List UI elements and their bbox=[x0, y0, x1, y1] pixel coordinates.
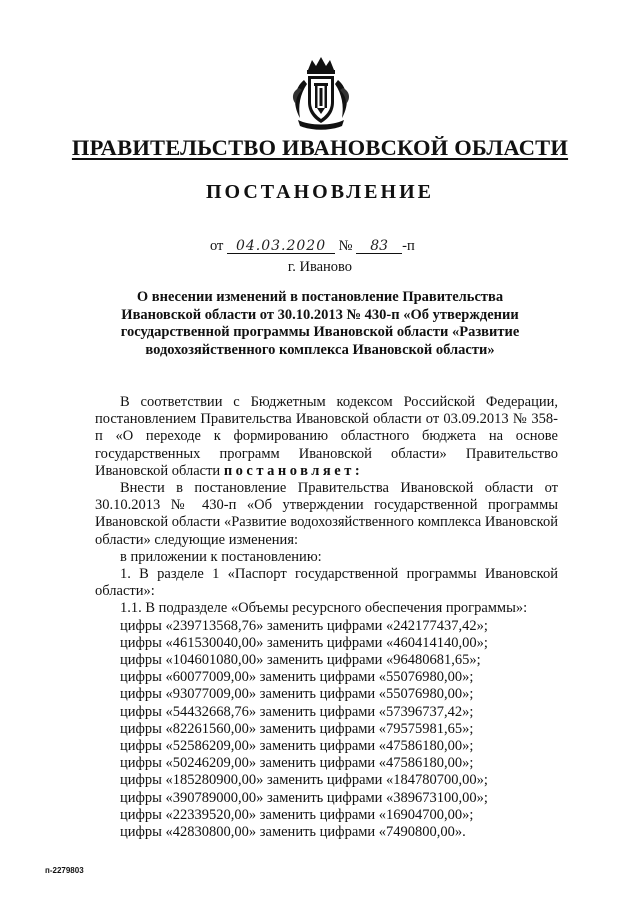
section-1-paragraph: 1. В разделе 1 «Паспорт государственной программы Ивановской области»: bbox=[95, 566, 558, 600]
replacement-line: цифры «52586209,00» заменить цифрами «47586180,00»; bbox=[120, 738, 474, 755]
subject-line: Ивановской области от 30.10.2013 № 430-п «Об утверждении bbox=[121, 306, 519, 323]
replacement-line: цифры «185280900,00» заменить цифрами «184780700,00»; bbox=[120, 772, 488, 789]
replacement-line: цифры «93077009,00» заменить цифрами «55076980,00»; bbox=[120, 686, 474, 703]
document-subject bbox=[90, 289, 550, 359]
replacement-line: цифры «239713568,76» заменить цифрами «242177437,42»; bbox=[120, 617, 488, 634]
city-name: г. Иваново bbox=[287, 259, 353, 275]
date-prefix: от bbox=[210, 238, 224, 254]
subject-line: водохозяйственного комплекса Ивановской области» bbox=[145, 341, 495, 358]
intro-paragraph: Внести в постановление Правительства Ивановской области от 30.10.2013 № 430-п «Об утверждении государственной программы Ивановской области «Развитие водохозяйственного комплекса Ивановской области» следующие изменения: bbox=[95, 480, 558, 548]
government-title bbox=[0, 135, 640, 161]
date-number-line bbox=[210, 238, 415, 255]
document-body bbox=[95, 394, 558, 841]
preamble-text: В соответствии с Бюджетным кодексом Российской Федерации, постановлением Правительства Ивановской области от 03.09.2013 № 358-п «О переходе к формированию областного бюджета на основе государственных программ Ивановской области» Правительство Ивановской области bbox=[95, 394, 558, 479]
ivanovo-coat-of-arms-icon bbox=[290, 54, 352, 132]
handwritten-number: 83 bbox=[356, 239, 402, 254]
subject-line: О внесении изменений в постановление Правительства bbox=[136, 289, 504, 305]
number-sign: № bbox=[338, 238, 353, 254]
replacement-line: цифры «104601080,00» заменить цифрами «96480681,65»; bbox=[120, 652, 481, 669]
document-code: п-2279803 bbox=[45, 866, 84, 875]
replacement-line: цифры «42830800,00» заменить цифрами «7490800,00». bbox=[120, 824, 466, 841]
replacement-line: цифры «50246209,00» заменить цифрами «47586180,00»; bbox=[120, 755, 474, 772]
subsection-1-1-paragraph: 1.1. В подразделе «Объемы ресурсного обеспечения программы»: bbox=[120, 600, 528, 617]
replacement-line: цифры «82261560,00» заменить цифрами «79575981,65»; bbox=[120, 720, 474, 737]
replacement-line: цифры «461530040,00» заменить цифрами «460414140,00»; bbox=[120, 634, 488, 651]
document-type-heading: ПОСТАНОВЛЕНИЕ bbox=[206, 181, 434, 203]
handwritten-date: 04.03.2020 bbox=[227, 239, 335, 254]
replacement-line: цифры «60077009,00» заменить цифрами «55076980,00»; bbox=[120, 669, 474, 686]
government-title-text: ПРАВИТЕЛЬСТВО ИВАНОВСКОЙ ОБЛАСТИ bbox=[71, 135, 569, 160]
subject-line: государственной программы Ивановской области «Развитие bbox=[120, 324, 520, 341]
preamble-paragraph bbox=[95, 394, 558, 480]
number-suffix: -п bbox=[402, 238, 415, 254]
preamble-keyword: постановляет: bbox=[223, 462, 364, 479]
replacement-line: цифры «22339520,00» заменить цифрами «16904700,00»; bbox=[120, 806, 474, 823]
appendix-paragraph: в приложении к постановлению: bbox=[120, 548, 322, 565]
replacement-line: цифры «54432668,76» заменить цифрами «57396737,42»; bbox=[120, 703, 474, 720]
replacement-line: цифры «390789000,00» заменить цифрами «389673100,00»; bbox=[120, 789, 488, 806]
